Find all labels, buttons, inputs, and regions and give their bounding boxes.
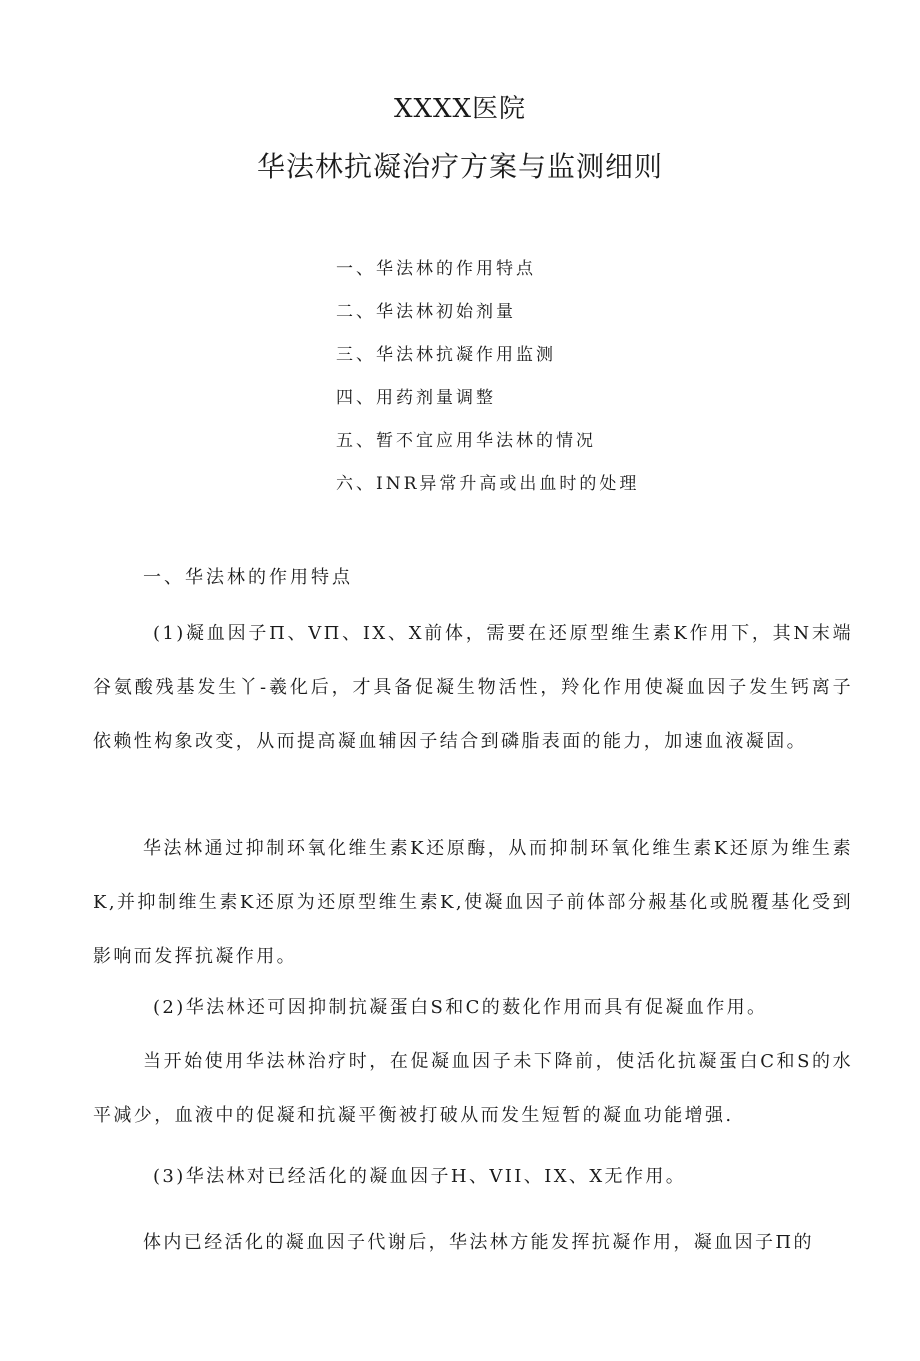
body-paragraph: (1)凝血因子Π、VΠ、IX、X前体，需要在还原型维生素K作用下，其N末端谷氨酸残基发生丫-羲化后，才具备促凝生物活性，羚化作用使凝血因子发生钙离子依赖性构象改变，从而提高凝血辅因子结合到磷脂表面的能力，加速血液凝固。 [93, 623, 853, 752]
document-title: 华法林抗凝治疗方案与监测细则 [256, 150, 663, 183]
toc-item: 四、用药剂量调整 [336, 388, 496, 408]
toc-item: 三、华法林抗凝作用监测 [336, 345, 556, 365]
table-of-contents [336, 254, 639, 512]
body-paragraph: 体内已经活化的凝血因子代谢后，华法林方能发挥抗凝作用，凝血因子Π的 [143, 1232, 814, 1253]
toc-item: 二、华法林初始剂量 [336, 302, 516, 322]
body-paragraph: 当开始使用华法林治疗时，在促凝血因子未下降前，使活化抗凝蛋白C和S的水平减少，血液中的促凝和抗凝平衡被打破从而发生短暂的凝血功能增强. [93, 1051, 853, 1126]
body-paragraph: (2)华法林还可因抑制抗凝蛋白S和C的薮化作用而具有促凝血作用。 [153, 997, 768, 1018]
toc-item: 一、华法林的作用特点 [336, 259, 536, 279]
toc-item: 五、暂不宜应用华法林的情况 [336, 431, 596, 451]
body-paragraph: (3)华法林对已经活化的凝血因子H、VII、IX、X无作用。 [153, 1166, 687, 1187]
body-paragraph: 华法林通过抑制环氧化维生素K还原酶，从而抑制环氧化维生素K还原为维生素K,并抑制维生素K还原为还原型维生素K,使凝血因子前体部分赧基化或脱覆基化受到影响而发挥抗凝作用。 [93, 838, 853, 967]
toc-item: 六、INR异常升高或出血时的处理 [336, 474, 640, 494]
hospital-name: XXXX医院 [393, 94, 527, 124]
section-heading: 一、华法林的作用特点 [143, 567, 353, 588]
